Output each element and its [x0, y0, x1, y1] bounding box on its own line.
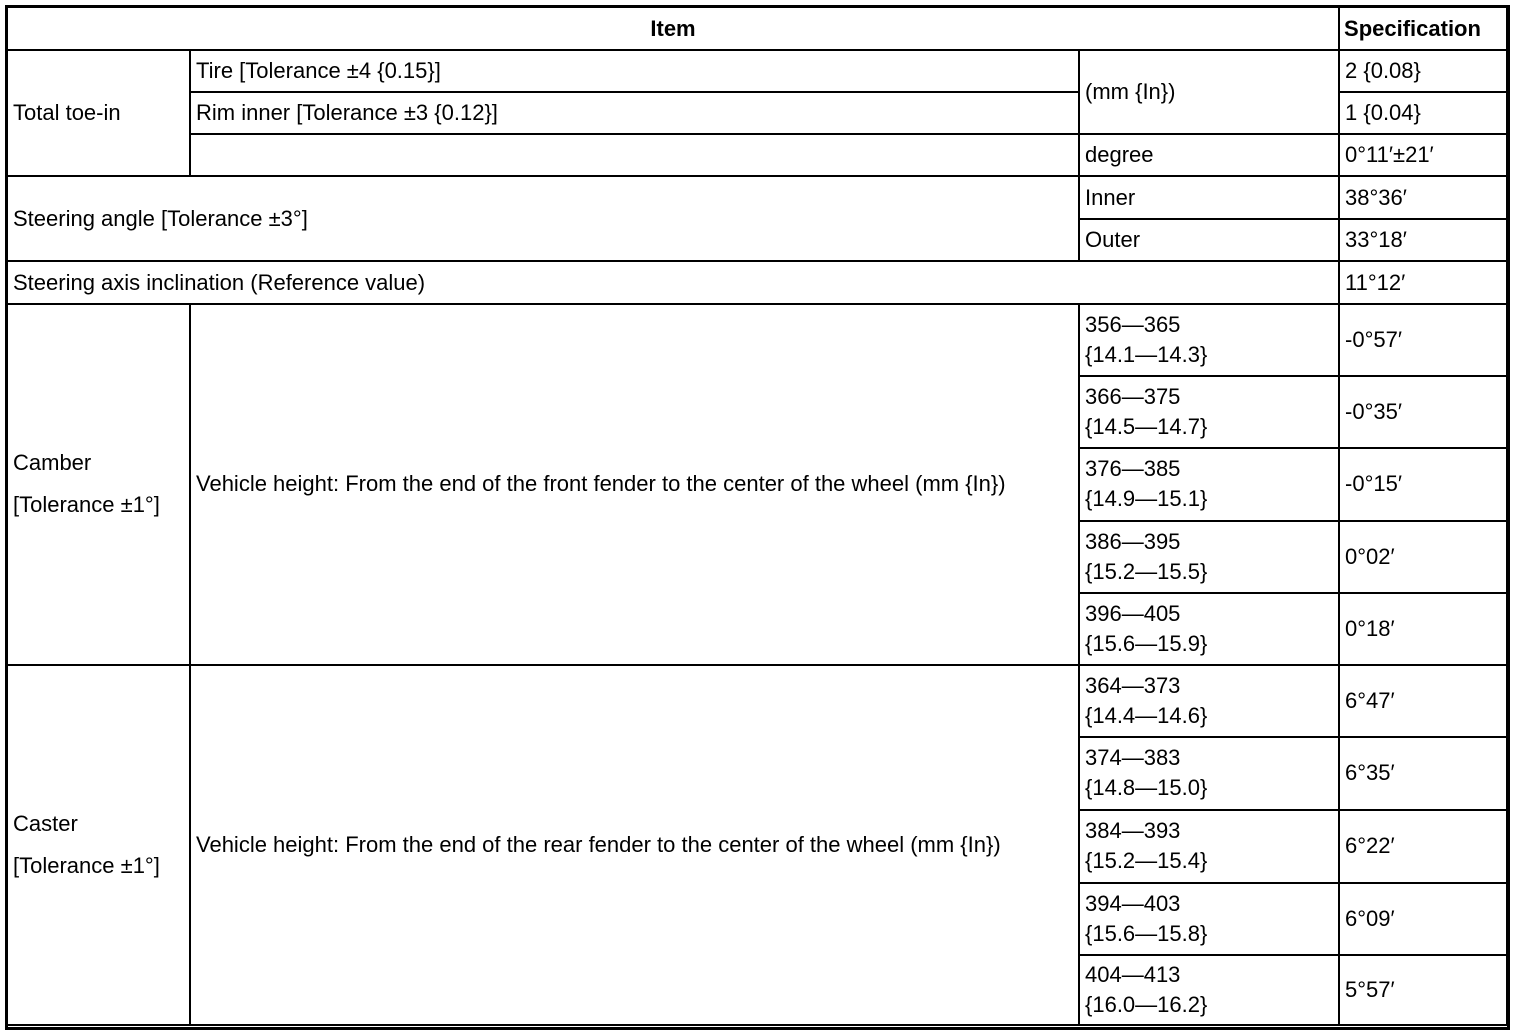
- camber-condition: Vehicle height: From the end of the front fender to the center of the wheel (mm {In}): [190, 304, 1079, 666]
- caster-range-cell: [1079, 810, 1339, 883]
- camber-label: Camber: [13, 450, 92, 476]
- camber-row: [7, 304, 1507, 376]
- camber-range: 376—385: [1085, 456, 1181, 482]
- caster-range-in: {14.4—14.6}: [1085, 703, 1208, 729]
- camber-range-cell: [1079, 521, 1339, 593]
- caster-range: 384—393: [1085, 818, 1181, 844]
- caster-range: 394—403: [1085, 890, 1181, 916]
- toe-in-empty-cell: [190, 134, 1079, 176]
- toe-in-tire-spec: 2 {0.08}: [1339, 50, 1507, 92]
- caster-range: 374—383: [1085, 745, 1181, 771]
- caster-label: Caster: [13, 811, 78, 837]
- header-row: [7, 7, 1507, 50]
- steering-angle-inner-spec: 38°36′: [1339, 176, 1507, 219]
- caster-range-cell: [1079, 883, 1339, 955]
- caster-range-cell: [1079, 665, 1339, 737]
- camber-range: 356—365: [1085, 311, 1181, 337]
- steering-angle-label: Steering angle [Tolerance ±3°]: [7, 176, 1079, 261]
- caster-range-in: {16.0—16.2}: [1085, 991, 1208, 1017]
- axis-inclination-spec: 11°12′: [1339, 261, 1507, 303]
- caster-row: [7, 665, 1507, 737]
- camber-range-in: {15.6—15.9}: [1085, 631, 1208, 657]
- caster-range: 364—373: [1085, 673, 1181, 699]
- camber-range-cell: [1079, 376, 1339, 448]
- camber-spec: -0°15′: [1339, 448, 1507, 521]
- toe-in-tire-row: [7, 50, 1507, 92]
- caster-label-cell: [7, 665, 190, 1025]
- toe-in-degree-row: [7, 134, 1507, 176]
- camber-range-cell: [1079, 304, 1339, 376]
- camber-spec: 0°18′: [1339, 593, 1507, 665]
- camber-spec: 0°02′: [1339, 521, 1507, 593]
- axis-inclination-row: [7, 261, 1507, 303]
- axis-inclination-label: Steering axis inclination (Reference value): [7, 261, 1339, 303]
- specification-table: [6, 6, 1508, 1026]
- camber-range-cell: [1079, 593, 1339, 665]
- toe-in-tire-label: Tire [Tolerance ±4 {0.15}]: [190, 50, 1079, 92]
- camber-range: 396—405: [1085, 601, 1181, 627]
- camber-range: 366—375: [1085, 383, 1181, 409]
- caster-condition: Vehicle height: From the end of the rear fender to the center of the wheel (mm {In}): [190, 665, 1079, 1025]
- camber-tolerance: [Tolerance ±1°]: [13, 492, 160, 518]
- header-item: Item: [7, 7, 1339, 50]
- camber-range-cell: [1079, 448, 1339, 521]
- steering-angle-outer: Outer: [1079, 219, 1339, 261]
- caster-range-in: {14.8—15.0}: [1085, 775, 1208, 801]
- caster-range-in: {15.6—15.8}: [1085, 920, 1208, 946]
- camber-range-in: {14.5—14.7}: [1085, 413, 1208, 439]
- caster-range-cell: [1079, 955, 1339, 1025]
- steering-angle-inner-row: [7, 176, 1507, 219]
- toe-in-degree-spec: 0°11′±21′: [1339, 134, 1507, 176]
- caster-spec: 6°47′: [1339, 665, 1507, 737]
- caster-tolerance: [Tolerance ±1°]: [13, 853, 160, 879]
- toe-in-rim-spec: 1 {0.04}: [1339, 92, 1507, 134]
- toe-in-unit-degree: degree: [1079, 134, 1339, 176]
- caster-range: 404—413: [1085, 961, 1181, 987]
- steering-angle-outer-spec: 33°18′: [1339, 219, 1507, 261]
- camber-range-in: {15.2—15.5}: [1085, 559, 1208, 585]
- camber-label-cell: [7, 304, 190, 666]
- caster-spec: 5°57′: [1339, 955, 1507, 1025]
- caster-spec: 6°35′: [1339, 737, 1507, 809]
- toe-in-rim-label: Rim inner [Tolerance ±3 {0.12}]: [190, 92, 1079, 134]
- caster-range-in: {15.2—15.4}: [1085, 848, 1208, 874]
- camber-spec: -0°57′: [1339, 304, 1507, 376]
- toe-in-unit-mm: (mm {In}): [1079, 50, 1339, 134]
- caster-range-cell: [1079, 737, 1339, 809]
- caster-spec: 6°22′: [1339, 810, 1507, 883]
- steering-angle-inner: Inner: [1079, 176, 1339, 219]
- camber-range: 386—395: [1085, 529, 1181, 555]
- camber-range-in: {14.9—15.1}: [1085, 486, 1208, 512]
- header-specification: Specification: [1339, 7, 1507, 50]
- camber-range-in: {14.1—14.3}: [1085, 341, 1208, 367]
- toe-in-label: Total toe-in: [7, 50, 190, 176]
- camber-spec: -0°35′: [1339, 376, 1507, 448]
- caster-spec: 6°09′: [1339, 883, 1507, 955]
